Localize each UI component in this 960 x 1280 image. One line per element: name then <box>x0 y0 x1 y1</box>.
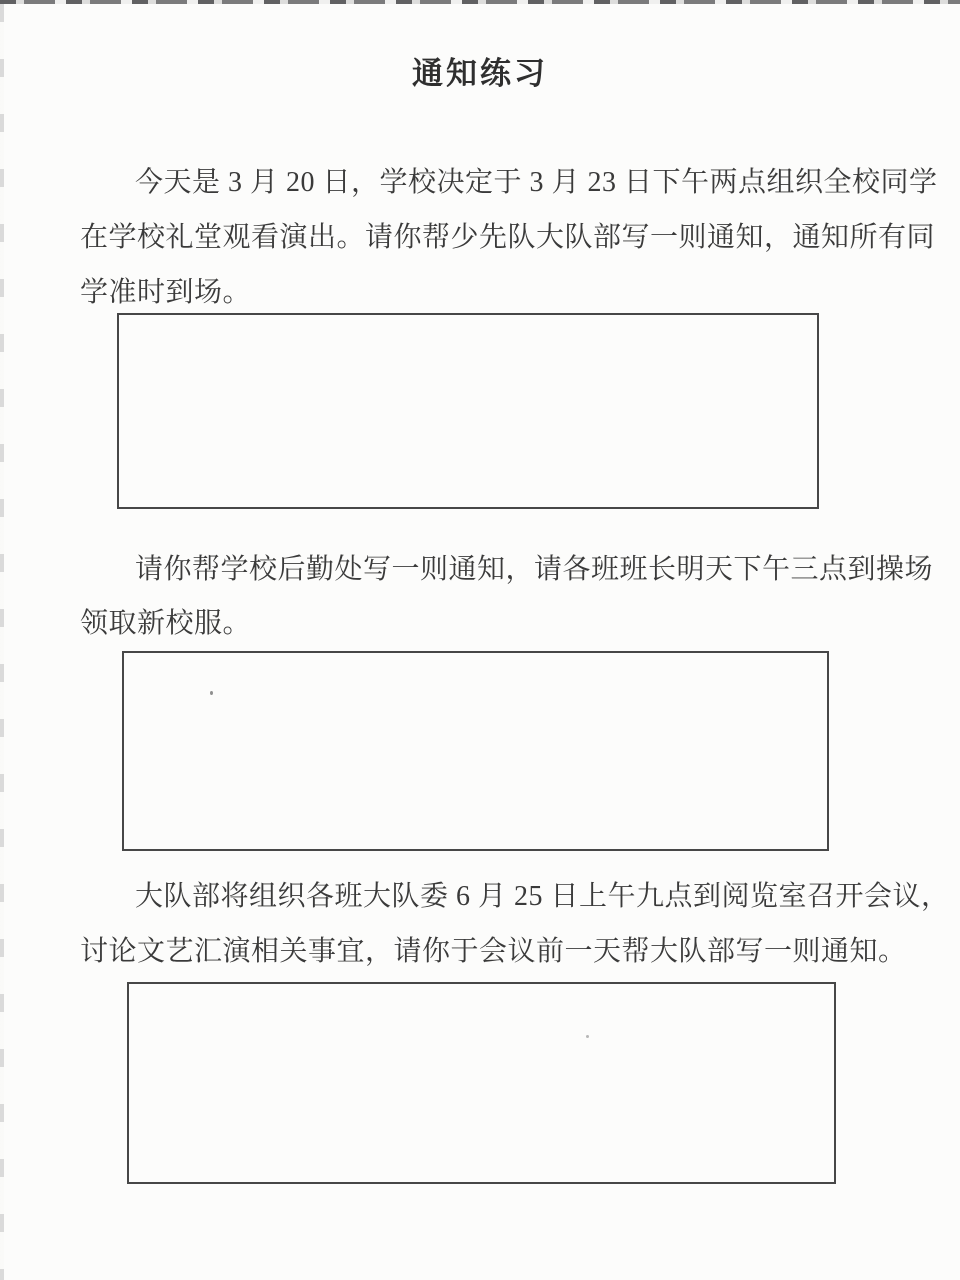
exercise-2-line-1: 请你帮学校后勤处写一则通知，请各班班长明天下午三点到操场 <box>135 554 934 585</box>
exercise-1-line-1: 今天是 3 月 20 日，学校决定于 3 月 23 日下午两点组织全校同学 <box>135 167 938 198</box>
scan-speck <box>586 1035 589 1038</box>
scan-speck <box>210 691 213 695</box>
exercise-3-line-2: 讨论文艺汇演相关事宜，请你于会议前一天帮大队部写一则通知。 <box>80 936 907 967</box>
answer-box-1[interactable] <box>117 313 819 509</box>
exercise-3-line-1: 大队部将组织各班大队委 6 月 25 日上午九点到阅览室召开会议， <box>135 881 950 912</box>
scan-artifact-top-edge <box>0 0 960 4</box>
answer-box-3[interactable] <box>127 982 836 1184</box>
exercise-1-line-2: 在学校礼堂观看演出。请你帮少先队大队部写一则通知，通知所有同 <box>80 222 936 253</box>
exercise-1-line-3: 学准时到场。 <box>80 277 252 308</box>
exercise-2-line-2: 领取新校服。 <box>80 608 252 639</box>
answer-box-2[interactable] <box>122 651 829 851</box>
page-title: 通知练习 <box>412 56 548 91</box>
scan-artifact-left-edge <box>0 4 4 1280</box>
